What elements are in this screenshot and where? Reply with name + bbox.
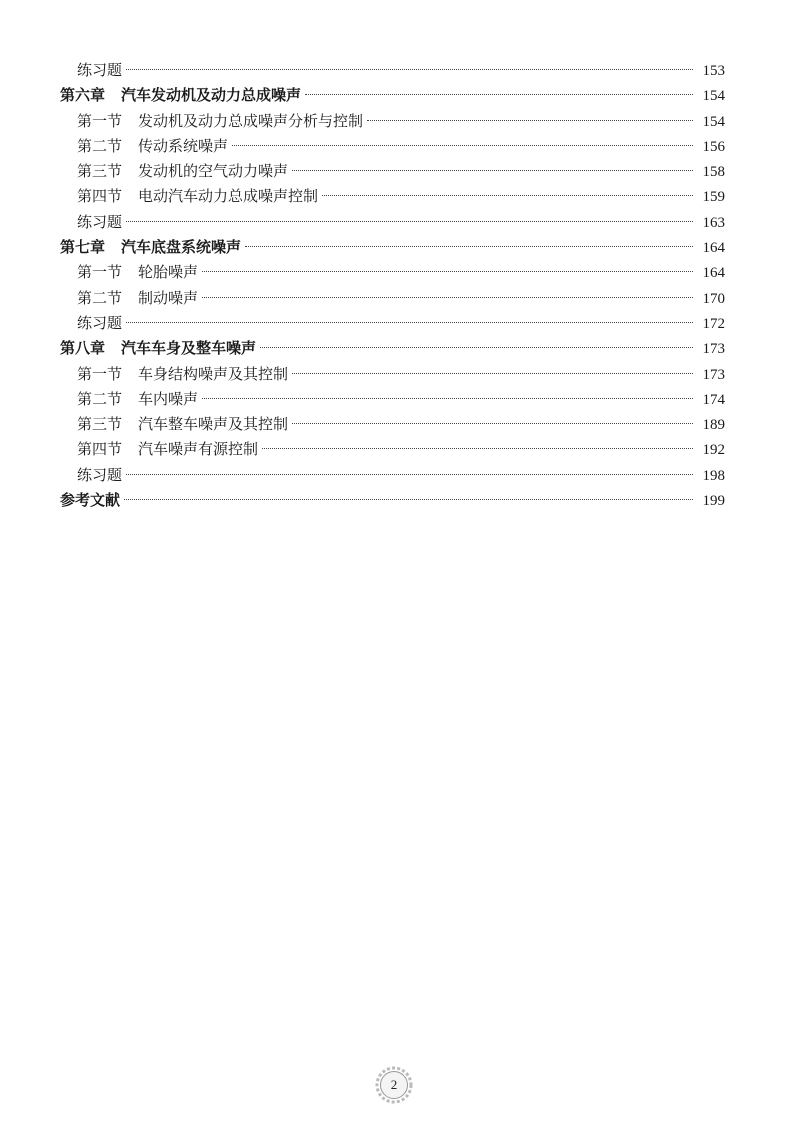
toc-entry-title: 电动汽车动力总成噪声控制 (138, 187, 319, 206)
toc-entry-page: 199 (702, 493, 725, 510)
toc-entry-number: 第一节 (77, 111, 123, 130)
toc-entry-page: 174 (702, 391, 725, 408)
toc-entry-number: 第七章 (60, 238, 106, 257)
toc-section-row[interactable] (60, 437, 725, 462)
dot-leader (126, 221, 693, 222)
toc-entry-number: 第二节 (77, 288, 123, 307)
toc-entry-page: 198 (702, 467, 725, 484)
toc-entry-title: 汽车整车噪声及其控制 (138, 415, 289, 434)
dot-leader (262, 448, 693, 449)
toc-chapter-row[interactable] (60, 488, 725, 513)
toc-entry-page: 163 (702, 214, 725, 231)
toc-section-row[interactable] (60, 210, 725, 235)
toc-entry-title: 练习题 (77, 212, 123, 231)
toc-entry-page: 153 (702, 63, 725, 79)
toc-section-row[interactable] (60, 58, 725, 83)
toc-entry-number: 第一节 (77, 364, 123, 383)
toc-entry-number: 第四节 (77, 440, 123, 459)
table-of-contents (60, 58, 725, 513)
toc-entry-title: 汽车底盘系统噪声 (121, 238, 242, 257)
dot-leader (245, 246, 693, 247)
toc-section-row[interactable] (60, 159, 725, 184)
toc-section-row[interactable] (60, 311, 725, 336)
dot-leader (202, 271, 693, 272)
dot-leader (232, 145, 693, 146)
dot-leader (292, 170, 693, 171)
dot-leader (126, 69, 693, 70)
toc-chapter-row[interactable] (60, 336, 725, 361)
toc-section-row[interactable] (60, 387, 725, 412)
toc-entry-title: 发动机的空气动力噪声 (138, 162, 289, 181)
toc-entry-page: 189 (702, 417, 725, 434)
dot-leader (305, 94, 693, 95)
toc-entry-page: 173 (702, 366, 725, 383)
toc-entry-page: 192 (702, 442, 725, 459)
toc-entry-page: 154 (702, 113, 725, 130)
toc-entry-title: 传动系统噪声 (138, 136, 229, 155)
dot-leader (202, 398, 693, 399)
toc-entry-page: 170 (702, 290, 725, 307)
dot-leader (126, 474, 693, 475)
toc-chapter-row[interactable] (60, 235, 725, 260)
toc-entry-title: 发动机及动力总成噪声分析与控制 (138, 111, 364, 130)
toc-chapter-row[interactable] (60, 83, 725, 108)
toc-entry-number: 第二节 (77, 389, 123, 408)
toc-entry-title: 练习题 (77, 465, 123, 484)
dot-leader (292, 423, 693, 424)
dot-leader (124, 499, 693, 500)
toc-entry-title: 车内噪声 (138, 389, 199, 408)
toc-entry-page: 172 (702, 315, 725, 332)
toc-entry-title: 练习题 (77, 61, 123, 79)
toc-entry-page: 158 (702, 164, 725, 181)
page-number: 2 (390, 1077, 398, 1092)
toc-section-row[interactable] (60, 286, 725, 311)
toc-section-row[interactable] (60, 109, 725, 134)
toc-entry-number: 第六章 (60, 86, 106, 105)
toc-entry-title: 汽车车身及整车噪声 (121, 339, 257, 358)
toc-entry-page: 159 (702, 189, 725, 206)
toc-entry-page: 154 (702, 88, 725, 105)
toc-entry-number: 第四节 (77, 187, 123, 206)
toc-entry-title: 汽车噪声有源控制 (138, 440, 259, 459)
page-number-badge (375, 1066, 413, 1104)
toc-entry-title: 车身结构噪声及其控制 (138, 364, 289, 383)
toc-entry-title: 汽车发动机及动力总成噪声 (121, 86, 302, 105)
toc-entry-number: 第八章 (60, 339, 106, 358)
toc-section-row[interactable] (60, 260, 725, 285)
toc-entry-number: 第三节 (77, 415, 123, 434)
dot-leader (202, 297, 693, 298)
dot-leader (292, 373, 693, 374)
toc-entry-number: 第一节 (77, 263, 123, 282)
toc-section-row[interactable] (60, 134, 725, 159)
dot-leader (322, 195, 693, 196)
toc-section-row[interactable] (60, 362, 725, 387)
toc-entry-number: 第三节 (77, 162, 123, 181)
dot-leader (367, 120, 693, 121)
dot-leader (126, 322, 693, 323)
toc-section-row[interactable] (60, 184, 725, 209)
toc-section-row[interactable] (60, 463, 725, 488)
toc-section-row[interactable] (60, 412, 725, 437)
toc-entry-page: 164 (702, 240, 725, 257)
toc-entry-title: 练习题 (77, 313, 123, 332)
toc-entry-title: 参考文献 (60, 491, 121, 510)
toc-entry-page: 164 (702, 265, 725, 282)
toc-entry-number: 第二节 (77, 136, 123, 155)
toc-entry-title: 制动噪声 (138, 288, 199, 307)
toc-entry-title: 轮胎噪声 (138, 263, 199, 282)
toc-entry-page: 173 (702, 341, 725, 358)
dot-leader (260, 347, 693, 348)
toc-entry-page: 156 (702, 138, 725, 155)
